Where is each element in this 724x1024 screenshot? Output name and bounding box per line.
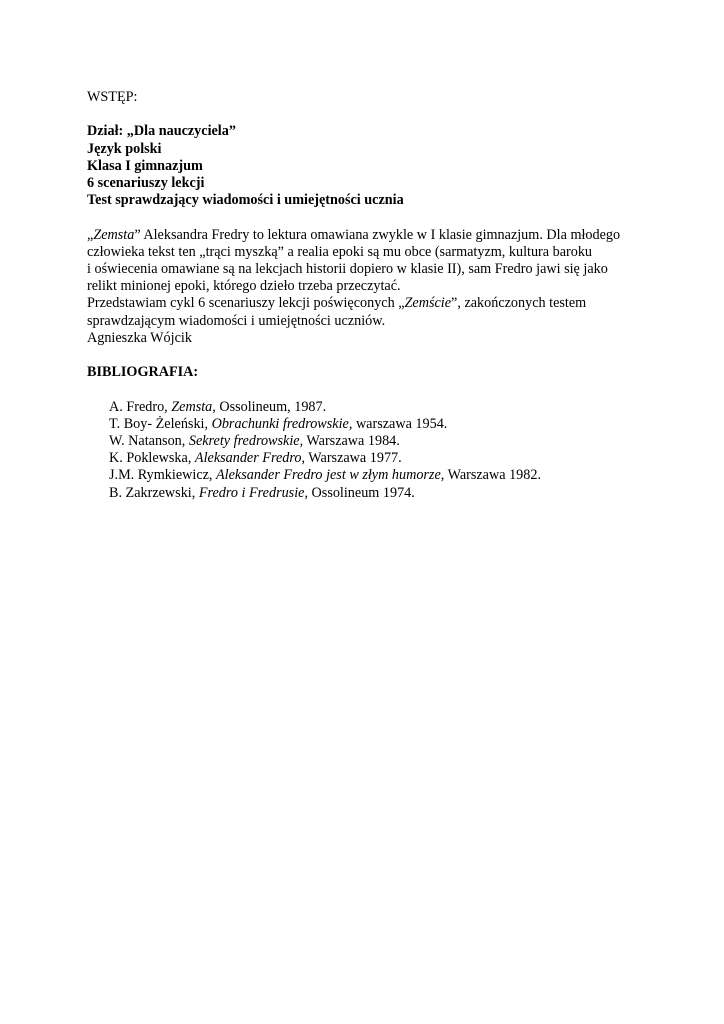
list-item bbox=[109, 433, 667, 450]
book-title: Zemsta bbox=[93, 226, 135, 243]
subject-label: Język polski bbox=[87, 140, 162, 157]
spacer bbox=[87, 106, 667, 123]
spacer bbox=[87, 381, 667, 398]
bib-title: Zemsta bbox=[171, 398, 213, 415]
bib-publisher: , Ossolineum 1974. bbox=[304, 484, 415, 501]
spacer bbox=[87, 209, 667, 226]
spacer bbox=[87, 347, 667, 364]
list-item bbox=[109, 485, 667, 502]
intro-line-1-text: ” Aleksandra Fredry to lektura omawiana zwykle w I klasie gimnazjum. Dla młodego bbox=[134, 226, 621, 243]
list-item bbox=[109, 416, 667, 433]
bib-publisher: , Warszawa 1982. bbox=[440, 467, 541, 484]
intro-line-5-text: Przedstawiam cykl 6 scenariuszy lekcji poświęconych „ bbox=[87, 295, 405, 312]
quote-open: „ bbox=[87, 226, 94, 243]
bib-author: W. Natanson, bbox=[109, 433, 189, 449]
intro-line-6: sprawdzającym wiadomości i umiejętności uczniów. bbox=[87, 312, 386, 329]
course-info bbox=[87, 123, 667, 209]
section-label: Dział: „Dla nauczyciela” bbox=[87, 123, 236, 140]
bib-title: Sekrety fredrowskie bbox=[188, 433, 300, 449]
author-name: Agnieszka Wójcik bbox=[87, 329, 192, 346]
test-label: Test sprawdzający wiadomości i umiejętności ucznia bbox=[87, 192, 404, 209]
list-item bbox=[109, 467, 667, 484]
bib-publisher: , Warszawa 1977. bbox=[301, 450, 402, 467]
bib-publisher: , warszawa 1954. bbox=[348, 415, 448, 432]
bib-author: K. Poklewska, bbox=[109, 450, 195, 467]
book-title: Zemście bbox=[404, 295, 452, 312]
intro-line-2: człowieka tekst ten „trąci myszką” a realia epoki są mu obce (sarmatyzm, kultura baroku bbox=[87, 243, 593, 260]
list-item bbox=[109, 450, 667, 467]
bib-author: J.M. Rymkiewicz, bbox=[109, 467, 217, 484]
bib-author: A. Fredro, bbox=[109, 398, 172, 415]
bib-publisher: , Warszawa 1984. bbox=[299, 433, 400, 449]
bib-title: Obrachunki fredrowskie bbox=[211, 415, 349, 432]
intro-line-3: i oświecenia omawiane są na lekcjach historii dopiero w klasie II), sam Fredro jawi się jako bbox=[87, 261, 608, 277]
bib-author: B. Zakrzewski, bbox=[109, 484, 199, 501]
bib-publisher: , Ossolineum, 1987. bbox=[212, 398, 327, 415]
intro-line-5 bbox=[87, 295, 667, 312]
bib-title: Fredro i Fredrusie bbox=[198, 484, 305, 501]
intro-heading: WSTĘP: bbox=[87, 89, 138, 105]
grade-label: Klasa I gimnazjum bbox=[87, 157, 203, 174]
intro-line-4: relikt minionej epoki, którego dzieło trzeba przeczytać. bbox=[87, 278, 401, 295]
bib-title: Aleksander Fredro bbox=[194, 450, 302, 467]
bibliography-list bbox=[87, 399, 667, 502]
bib-author: T. Boy- Żeleński, bbox=[109, 415, 212, 432]
bib-title: Aleksander Fredro jest w złym humorze bbox=[216, 467, 441, 484]
intro-line-5-tail: ”, zakończonych testem bbox=[451, 295, 587, 312]
bibliography-heading: BIBLIOGRAFIA: bbox=[87, 364, 199, 381]
lesson-count-label: 6 scenariuszy lekcji bbox=[87, 175, 205, 191]
intro-paragraph bbox=[87, 227, 667, 347]
intro-line-1 bbox=[87, 227, 667, 244]
list-item bbox=[109, 399, 667, 416]
document-page bbox=[87, 89, 667, 502]
